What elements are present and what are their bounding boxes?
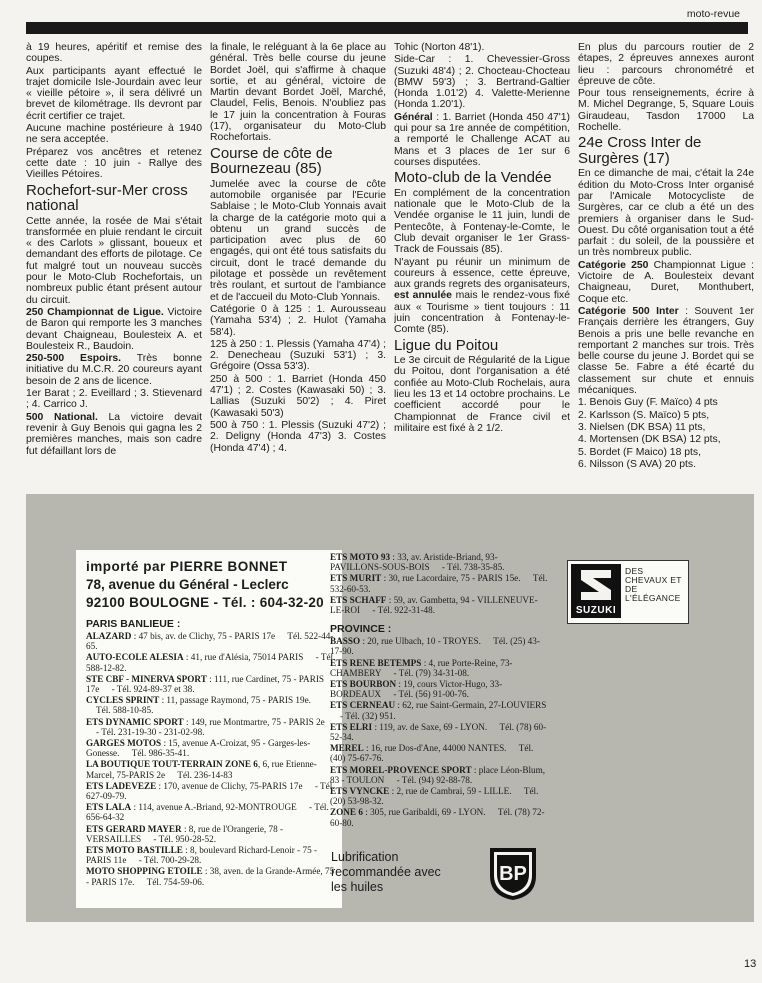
text: Victoire de Baron qui remporte les 3 manches devant Chaigneau, Boulesteix A. et Boulesteix R., Baudoin. <box>26 306 202 352</box>
header-rule <box>26 22 748 34</box>
dealer-name: ETS GERARD MAYER <box>86 823 182 834</box>
dealer-entry <box>330 765 548 785</box>
dealer-name: ALAZARD <box>86 631 132 641</box>
dealer-name: GARGES MOTOS <box>86 738 162 749</box>
paragraph <box>578 306 754 396</box>
dealer-entry <box>86 631 336 651</box>
column-4 <box>578 42 754 470</box>
text: : Souvent 1er Français derrière les étrangers, Guy Benois a pris une belle revanche en remportant 2 manches sur trois. Très belle course du jeune J. Bordet qui se classe 5e. Fabre a été écarté du classement sur chute et ennuis mécaniques. <box>578 305 754 397</box>
paragraph <box>26 353 202 387</box>
bold-label: Général <box>394 111 433 123</box>
dealer-phone: - Tél. 231-19-30 - 231-02-98. <box>96 726 205 737</box>
dealer-name: STE CBF - MINERVA SPORT <box>86 673 207 684</box>
paragraph: Le 3e circuit de Régularité de la Ligue du Poitou, dont l'organisation a été confiée au Moto-Club Rochelais, aura lieu les 13 et 14 octobre prochains. Le coefficient accordé pour le Championnat de France civil et militaire est fixé à 2 1/2. <box>394 355 570 434</box>
text: Très bonne initiative du M.C.R. 20 coureurs ayant besoin de 2 ans de licence. <box>26 353 202 387</box>
dealer-address: : 38, aven. de la Grande-Armée, 75 - PARIS 17e. <box>86 866 335 887</box>
result-line: 6. Nilsson (S AVA) 20 pts. <box>578 458 696 470</box>
paragraph: En ce dimanche de mai, c'était la 24e édition du Moto-Cross Inter organisé par l'Amicale Motocycliste de Surgères, car ce club a été un des premiers à organiser dans le Sud-Ouest. Du côté organisation tout a été parfait : du soleil, de la poussière et un très nombreux public. <box>578 168 754 259</box>
paragraph <box>578 260 754 305</box>
paragraph: 250 à 500 : 1. Barriet (Honda 450 47'1) ; 2. Costes (Kawasaki 50) ; 3. Lallias (Suzuki 50'2) ; 4. Piret (Kawasaki 50'3) <box>210 373 386 419</box>
dealer-name: ETS MOTO BASTILLE <box>86 845 183 856</box>
dealer-phone: - Tél. 922-31-48. <box>372 605 436 616</box>
importer-line: importé par PIERRE BONNET <box>86 559 288 574</box>
result-line: 3. Nielsen (DK BSA) 11 pts, <box>578 421 706 433</box>
paragraph: Aux participants ayant effectué le trajet domicile Isle-Jourdain avec leur « vieille pétoire », il sera délivré un brevet de kilométrage. Ils devront par écrit certifier ce trajet. <box>26 65 202 122</box>
dealer-entry <box>86 802 336 822</box>
paragraph: Side-Car : 1. Chevessier-Gross (Suzuki 48'4) ; 2. Chocteau-Chocteau (BMW 59'3) ; 3. Bertrand-Galtier (Honda 1.01'2) 4. Valette-Merienne (Honda 1.20'1). <box>394 54 570 111</box>
suzuki-logo <box>567 560 689 624</box>
dealer-entry <box>330 636 548 656</box>
dealer-address: , 6, rue Etienne-Marcel, 75-PARIS 2e <box>86 759 317 780</box>
dealer-phone: - Tél. 588-12-82. <box>86 652 336 673</box>
dealer-name: MOTO SHOPPING ETOILE <box>86 866 203 877</box>
dealer-entry <box>86 738 336 758</box>
suzuki-wordmark: SUZUKI <box>575 605 617 616</box>
dealer-address: : 119, av. de Saxe, 69 - LYON. <box>372 721 488 732</box>
section-title-province: PROVINCE : <box>330 623 392 636</box>
dealer-address: : 305, rue Garibaldi, 69 - LYON. <box>362 807 486 818</box>
dealer-phone: - Tél. 627-09-79. <box>86 780 335 802</box>
paragraph: Catégorie 0 à 125 : 1. Aurousseau (Yamaha 53'4) ; 2. Hulot (Yamaha 58'4). <box>210 303 386 338</box>
column-1 <box>26 42 202 470</box>
dealer-entry <box>330 573 548 593</box>
importer-block <box>86 558 336 612</box>
paragraph: à 19 heures, apéritif et remise des coupes. <box>26 42 202 65</box>
dealer-phone: Tél. 532-60-53. <box>330 573 548 594</box>
lubrication-text: Lubrification recommandée avec les huiles <box>331 850 441 894</box>
dealer-address: : 2, rue de Cambrai, 59 - LILLE. <box>389 786 512 797</box>
paris-dealers-continued <box>330 552 548 615</box>
dealer-phone: - Tél. 950-28-52. <box>153 833 217 844</box>
paragraph <box>26 412 202 457</box>
dealer-name: ETS LALA <box>86 802 132 813</box>
dealer-name: ETS SCHAFF <box>330 594 387 605</box>
dealer-name: AUTO-ECOLE ALESIA <box>86 652 184 663</box>
text: Championnat Ligue : Victoire de A. Boulesteix devant Chaigneau, Duret, Monthubert, Coque etc. <box>578 259 754 305</box>
paragraph: Cette année, la rosée de Mai s'était transformée en pluie rendant le circuit « des Carlots » glissant, boueux et demandant des efforts de pilotage. Ce fut malgré tout un nouveau succès pour le Moto-Club Rochefortais, un nombreux public étant présent autour du circuit. <box>26 215 202 306</box>
result-line: 5. Bordet (F Maico) 18 pts, <box>578 446 702 458</box>
dealer-address: : place Léon-Blum, 83 - TOULON <box>330 764 546 785</box>
dealer-name: ETS VYNCKE <box>330 786 390 797</box>
dealer-list-left <box>76 550 342 908</box>
dealer-address: : 19, cours Victor-Hugo, 33-BORDEAUX <box>330 679 503 700</box>
dealer-name: ETS CERNEAU <box>330 700 396 711</box>
dealer-phone: - Tél. 700-29-28. <box>138 855 202 866</box>
dealer-entry <box>86 824 336 844</box>
paragraph: la finale, le reléguant à la 6e place au général. Très belle course du jeune Bordet Joël, qui s'affirme à chaque sortie, et au général, victoire de Martin devant Bordet Joël, Marché, Claudel, Felis, Benois. N'oubliez pas le 17 juin la concentration à Fouras (17), organisateur du Moto-Club Rochefortais. <box>210 42 386 144</box>
bp-text: BP <box>499 863 527 885</box>
result-line: 1. Benois Guy (F. Maïco) 4 pts <box>578 397 718 409</box>
bold-label: est annulée <box>394 290 452 302</box>
bold-label: Catégorie 500 Inter <box>578 305 679 317</box>
paragraph: Jumelée avec la course de côte automobile organisée par l'Ecurie Sablaise ; le Moto-Club Yonnais avait la charge de la catégorie moto qui a obtenu un grand succès de participation avec plus de 60 engagés, qui ont été tous satisfaits du circuit, dont le tracé demande du pilotage et possède un revêtement très roulant, et surtout de l'ambiance et de l'accueil du Moto-Club Yonnais. <box>210 178 386 303</box>
dealer-address: : 59, av. Gambetta, 94 - VILLENEUVE-LE-ROI <box>330 594 538 616</box>
paris-dealers <box>86 631 336 887</box>
dealer-phone: Tél. (78) 72-60-80. <box>330 807 545 828</box>
column-2 <box>210 42 386 470</box>
text: La victoire devait revenir à Guy Benois qui gagna les 2 premières manches, mais son cadre fut défaillant lors de <box>26 411 202 457</box>
dealer-phone: Tél. 588-10-85. <box>96 705 154 716</box>
paragraph <box>394 257 570 336</box>
paragraph: Tohic (Norton 48'1). <box>394 42 485 53</box>
dealer-phone: - Tél. (32) 951. <box>340 710 396 721</box>
dealer-address: : 11, passage Raymond, 75 - PARIS 19e. <box>159 695 311 706</box>
paragraph <box>394 112 570 168</box>
dealer-phone: Tél. (78) 60-52-34. <box>330 721 547 743</box>
dealer-phone: Tél. 754-59-06. <box>146 876 205 887</box>
text: N'ayant pu réunir un minimum de coureurs à essence, cette épreuve, aux grands regrets des organisateurs, <box>394 256 570 291</box>
section-heading-poitou: Ligue du Poitou <box>394 336 499 354</box>
page-number: 13 <box>744 958 757 970</box>
bp-shield-icon <box>486 846 540 902</box>
dealer-name: ETS LADEVEZE <box>86 780 157 791</box>
bold-label: 500 National. <box>26 411 98 423</box>
importer-line: 78, avenue du Général - Leclerc <box>86 577 289 592</box>
dealer-address: : 16, rue Dos-d'Ane, 44000 NANTES. <box>363 743 507 754</box>
dealer-phone: - Tél. 738-35-85. <box>441 562 505 573</box>
dealer-address: : 41, rue d'Alésia, 75014 PARIS <box>183 652 304 663</box>
dealer-entry <box>86 717 336 737</box>
dealer-phone: Tél. (20) 53-98-32. <box>330 786 539 807</box>
province-dealers <box>330 636 548 828</box>
dealer-address: : 20, rue Ulbach, 10 - TROYES. <box>360 636 481 647</box>
dealer-phone: - Tél. (56) 91-00-76. <box>393 689 469 700</box>
dealer-address: : 47 bis, av. de Clichy, 75 - PARIS 17e <box>131 631 276 641</box>
dealer-entry <box>86 845 336 865</box>
dealer-phone: Tél. 522-44-65. <box>86 631 334 652</box>
dealer-entry <box>330 722 548 742</box>
dealer-name: CYCLES SPRINT <box>86 695 160 706</box>
dealer-name: ETS DYNAMIC SPORT <box>86 716 184 727</box>
dealer-name: ETS MURIT <box>330 573 382 584</box>
dealer-address: : 33, av. Aristide-Briand, 93-PAVILLONS-SOUS-BOIS <box>330 552 498 573</box>
importer-line: 92100 BOULOGNE - Tél. : 604-32-20 <box>86 595 324 610</box>
column-3 <box>394 42 570 470</box>
dealer-phone: Tél. (40) 75-67-76. <box>330 743 534 764</box>
dealer-phone: - Tél. 656-64-32 <box>86 802 329 823</box>
paragraph: Préparez vos ancêtres et retenez cette date : 10 juin - Rallye des Vieilles Pétoires. <box>26 146 202 181</box>
dealer-entry <box>330 595 548 615</box>
result-line: 2. Karlsson (S. Maïco) 5 pts, <box>578 409 710 421</box>
dealer-address: : 30, rue Lacordaire, 75 - PARIS 15e. <box>381 573 521 584</box>
dealer-address: : 170, avenue de Clichy, 75-PARIS 17e <box>156 780 303 791</box>
dealer-entry <box>86 866 336 886</box>
dealer-entry <box>86 674 336 694</box>
dealer-address: : 62, rue Saint-Germain, 27-LOUVIERS <box>395 700 547 711</box>
dealer-entry <box>330 552 548 572</box>
dealer-name: ETS ELRI <box>330 721 373 732</box>
dealer-phone: - Tél. (94) 92-88-78. <box>396 774 473 785</box>
dealer-address: : 4, rue Porte-Reine, 73-CHAMBERY <box>330 657 513 678</box>
paragraph <box>26 307 202 352</box>
result-line: 4. Mortensen (DK BSA) 12 pts, <box>578 434 721 446</box>
dealer-name: ETS MOREL-PROVENCE SPORT <box>330 764 472 775</box>
paragraph: 500 à 750 : 1. Plessis (Suzuki 47'2) ; 2. Deligny (Honda 47'3) 3. Costes (Honda 47'4) ; 4. <box>210 419 386 454</box>
dealer-address: : 8, boulevard Richard-Lenoir - 75 - PARIS 11e <box>86 845 318 866</box>
text: : 1. Barriet (Honda 450 47'1) qui pour sa 1re année de compétition, a remporté le Challenge ACAT au Mans et 3 places de 1er sur 6 courses disputées. <box>394 111 570 168</box>
dealer-address: : 111, rue Cardinet, 75 - PARIS 17e <box>86 673 324 695</box>
dealer-name: ETS RENE BETEMPS <box>330 657 422 668</box>
paragraph: 1er Barat ; 2. Eveillard ; 3. Stievenard ; 4. Carrico J. <box>26 388 202 411</box>
dealer-phone: Tél. (25) 43-17-90. <box>330 636 540 657</box>
dealer-entry <box>330 700 548 720</box>
dealer-entry <box>86 652 336 672</box>
bold-label: 250-500 Espoirs. <box>26 353 122 365</box>
page-header: moto-revue <box>686 8 740 20</box>
section-heading-bournezeau: Course de côte de Bournezeau (85) <box>210 144 333 178</box>
dealer-phone: Tél. 236-14-83 <box>177 769 233 780</box>
paragraph: 125 à 250 : 1. Plessis (Yamaha 47'4) ; 2. Denecheau (Suzuki 53'1) ; 3. Grégoire (Ossa 53'3). <box>210 338 386 373</box>
dealer-name: ETS MOTO 93 <box>330 552 391 562</box>
suzuki-advertisement <box>26 494 754 922</box>
dealer-phone: - Tél. (79) 34-31-08. <box>393 667 470 678</box>
section-heading-surgeres: 24e Cross Inter de Surgères (17) <box>578 134 702 167</box>
dealer-name: MEREL <box>330 743 364 754</box>
dealer-entry <box>330 807 548 827</box>
suzuki-tagline: DES CHEVAUX ET DE L'ÉLÉGANCE <box>625 566 682 603</box>
dealer-entry <box>330 743 548 763</box>
dealer-entry <box>330 679 548 699</box>
dealer-name: LA BOUTIQUE TOUT-TERRAIN ZONE 6 <box>86 759 258 770</box>
paragraph: En complément de la concentration nationale que le Moto-Club de la Vendée organise le 11 juin, lundi de Pentecôte, à Fontenay-le-Comte, le Club devait organiser le 1er Grass-Track de Foussais (85). <box>394 187 570 256</box>
dealer-name: BASSO <box>330 636 361 647</box>
dealer-entry <box>330 786 548 806</box>
dealer-entry <box>86 781 336 801</box>
dealer-address: : 8, rue de l'Orangerie, 78 - VERSAILLES <box>86 823 284 844</box>
bold-label: 250 Championnat de Ligue. <box>26 306 164 318</box>
paragraph: Pour tous renseignements, écrire à M. Michel Degrange, 5, Square Louis Giraudeau, Tasdon 17000 La Rochelle. <box>578 88 754 134</box>
dealer-phone: - Tél. 924-89-37 et 38. <box>111 684 195 695</box>
dealer-name: ETS BOURBON <box>330 679 397 690</box>
dealer-phone: Tél. 986-35-41. <box>131 748 190 759</box>
dealer-address: : 149, rue Montmartre, 75 - PARIS 2e <box>183 716 325 727</box>
dealer-entry <box>86 759 336 779</box>
bold-label: Catégorie 250 <box>578 259 649 271</box>
article-columns <box>26 42 754 470</box>
dealer-entry <box>330 658 548 678</box>
dealer-list-middle <box>330 552 548 829</box>
section-heading-rochefort: Rochefort-sur-Mer cross national <box>26 181 188 215</box>
section-title-paris: PARIS BANLIEUE : <box>86 618 181 630</box>
section-heading-vendee: Moto-club de la Vendée <box>394 169 552 187</box>
paragraph: Aucune machine postérieure à 1940 ne sera acceptée. <box>26 123 202 146</box>
dealer-name: ZONE 6 <box>330 807 363 818</box>
paragraph: En plus du parcours routier de 2 étapes, 2 épreuves annexes auront lieu : parcours chronométré et épreuve de côte. <box>578 42 754 87</box>
text: mais le rendez-vous fixé aux « Tourisme » tient toujours : 11 juin concentration à Fontenay-le-Comte (85). <box>394 290 570 336</box>
dealer-address: : 15, avenue A-Croizat, 95 - Garges-les-Gonesse. <box>86 738 311 759</box>
dealer-entry <box>86 695 336 715</box>
dealer-address: : 114, avenue A.-Briand, 92-MONTROUGE <box>131 802 297 813</box>
